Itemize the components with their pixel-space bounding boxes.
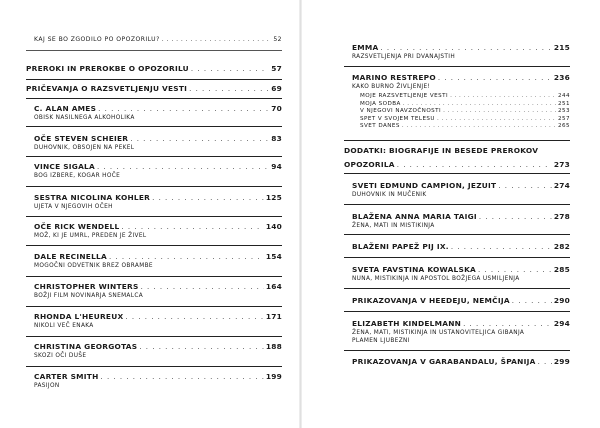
toc-entry-subtitle: DUHOVNIK, OBSOJEN NA PEKEL: [34, 145, 135, 151]
toc-entry-title: BLAŽENI PAPEŽ PIJ IX.: [352, 242, 449, 251]
dot-leader: [130, 135, 269, 143]
toc-entry[interactable]: [34, 162, 282, 179]
dot-leader: [498, 182, 551, 190]
toc-section-title: PRIČEVANJA O RAZSVETLJENJU VESTI: [26, 84, 188, 93]
toc-entry-page: 274: [553, 181, 570, 190]
toc-subentry[interactable]: [360, 101, 570, 107]
toc-entry-title: CARTER SMITH: [34, 372, 99, 381]
toc-entry-intro[interactable]: [34, 36, 282, 43]
toc-entry-subtitle: SKOZI OČI DUŠE: [34, 353, 87, 359]
toc-section-prophets[interactable]: [26, 64, 282, 73]
toc-section-page: 57: [271, 64, 282, 73]
toc-entry-page: 94: [271, 162, 282, 171]
divider: [344, 350, 570, 351]
dot-leader: [451, 243, 552, 251]
dot-leader: [121, 223, 263, 231]
dot-leader: [162, 36, 272, 43]
toc-entry[interactable]: [34, 134, 282, 151]
toc-entry[interactable]: [352, 319, 570, 344]
toc-entry[interactable]: [352, 357, 570, 366]
divider: [26, 245, 282, 246]
toc-entry[interactable]: [352, 43, 570, 60]
divider: [344, 257, 570, 258]
toc-entry-subtitle: KAKO BURNO ŽIVLJENJE!: [352, 84, 431, 90]
toc-entry[interactable]: [34, 342, 282, 359]
divider: [344, 173, 570, 174]
dot-leader: [450, 93, 556, 99]
toc-section-appendix[interactable]: [344, 146, 570, 169]
toc-subentry[interactable]: [360, 108, 570, 114]
toc-entry-page: 140: [265, 222, 282, 231]
divider: [26, 98, 282, 99]
toc-entry-page: 199: [265, 372, 282, 381]
dot-leader: [437, 116, 556, 122]
divider: [26, 216, 282, 217]
toc-entry-subtitle: MOGOČNI ODVETNIK BREZ OBRAMBE: [34, 263, 153, 269]
toc-entry-subtitle: MOŽ, KI JE UMRL, PREDEN JE ŽIVEL: [34, 233, 147, 239]
toc-section-title: DODATKI: BIOGRAFIJE IN BESEDE PREROKOV: [344, 146, 539, 155]
divider: [26, 366, 282, 367]
dot-leader: [97, 163, 269, 171]
toc-entry-title: CHRISTOPHER WINTERS: [34, 282, 139, 291]
toc-subentry-title: MOJA SODBA: [360, 100, 401, 107]
dot-leader: [139, 343, 263, 351]
dot-leader: [191, 65, 269, 73]
toc-entry[interactable]: [352, 181, 570, 198]
dot-leader: [189, 85, 269, 93]
toc-entry-title: BLAŽENA ANNA MARIA TAIGI: [352, 212, 477, 221]
toc-entry-title: ELIZABETH KINDELMANN: [352, 319, 462, 328]
toc-entry-subtitle: ŽENA, MATI, MISTIKINJA IN USTANOVITELJICA GIBANJA: [352, 330, 525, 336]
toc-entry-page: 171: [265, 312, 282, 321]
toc-entry-title: OČE RICK WENDELL: [34, 222, 120, 231]
toc-subentry-page: 251: [557, 100, 570, 107]
toc-entry-subtitle: ŽENA, MATI IN MISTIKINJA: [352, 223, 435, 229]
divider: [26, 156, 282, 157]
toc-entry-title: EMMA: [352, 43, 379, 52]
divider: [26, 126, 282, 127]
divider: [344, 204, 570, 205]
toc-subentry-page: 253: [557, 108, 570, 114]
toc-entry[interactable]: [34, 193, 282, 210]
toc-entry-title: SVETA FAVSTINA KOWALSKA: [352, 265, 477, 274]
toc-subentry[interactable]: [360, 123, 570, 129]
toc-entry-subtitle: PASIJON: [34, 383, 60, 389]
toc-entry-subtitle: RAZSVETLJENJA PRI DVANAJSTIH: [352, 54, 456, 60]
divider: [344, 288, 570, 289]
toc-entry-page: 164: [265, 282, 282, 291]
toc-entry[interactable]: [34, 252, 282, 269]
dot-leader: [101, 373, 264, 381]
toc-section-testimonies[interactable]: [26, 84, 282, 93]
dot-leader: [98, 105, 269, 113]
toc-entry-page: 236: [553, 73, 570, 82]
toc-entry-title: VINCE SIGALA: [34, 162, 95, 171]
toc-subentries: [360, 93, 570, 129]
toc-entry-title: MARINO RESTREPO: [352, 73, 436, 82]
dot-leader: [479, 213, 552, 221]
toc-entry-page: 282: [553, 242, 570, 251]
toc-entry[interactable]: [352, 265, 570, 282]
divider: [344, 311, 570, 312]
toc-entry-page: 285: [553, 265, 570, 274]
toc-entry-title: SVETI EDMUND CAMPION, JEZUIT: [352, 181, 497, 190]
toc-entry[interactable]: [34, 282, 282, 299]
divider: [26, 336, 282, 337]
dot-leader: [512, 297, 552, 305]
toc-section-page: 69: [271, 84, 282, 93]
divider: [26, 276, 282, 277]
toc-section-page: 273: [553, 160, 570, 169]
dot-leader: [109, 253, 264, 261]
toc-entry-title: OČE STEVEN SCHEIER: [34, 134, 129, 143]
dot-leader: [152, 194, 264, 202]
toc-entry-page: 52: [273, 36, 282, 43]
toc-entry-subtitle: DUHOVNIK IN MUČENIK: [352, 192, 427, 198]
divider: [26, 186, 282, 187]
toc-entry-title: RHONDA L'HEUREUX: [34, 312, 124, 321]
dot-leader: [397, 161, 552, 169]
toc-section-title-cont: OPOZORILA: [344, 160, 395, 169]
dot-leader: [125, 313, 263, 321]
toc-entry[interactable]: [34, 104, 282, 121]
toc-subentry-page: 244: [557, 93, 570, 99]
dot-leader: [402, 123, 556, 129]
toc-entry-subtitle-cont: PLAMEN LJUBEZNI: [352, 338, 410, 344]
dot-leader: [478, 266, 552, 274]
toc-entry-title: CHRISTINA GEORGOTAS: [34, 342, 138, 351]
toc-entry-title: DALE RECINELLA: [34, 252, 107, 261]
toc-subentry-title: V NJEGOVI NAVZOČNOSTI: [360, 108, 442, 114]
toc-entry-page: 70: [271, 104, 282, 113]
toc-subentry-title: SPET V SVOJEM TELESU: [360, 115, 435, 122]
toc-entry-subtitle: OBISK NASILNEGA ALKOHOLIKA: [34, 115, 135, 121]
toc-entry-title: PRIKAZOVANJA V HEEDEJU, NEMČIJA: [352, 296, 510, 305]
toc-entry-subtitle: NIKOLI VEČ ENAKA: [34, 323, 94, 329]
toc-entry[interactable]: [34, 312, 282, 329]
toc-entry-subtitle: NUNA, MISTIKINJA IN APOSTOL BOŽJEGA USMILJENJA: [352, 276, 520, 282]
divider: [26, 50, 282, 51]
toc-entry-page: 83: [271, 134, 282, 143]
toc-subentry-title: SVET DANES: [360, 123, 400, 129]
dot-leader: [380, 44, 551, 52]
toc-entry[interactable]: [352, 212, 570, 229]
toc-entry-page: 215: [553, 43, 570, 52]
toc-entry-page: 154: [265, 252, 282, 261]
toc-entry-page: 299: [553, 357, 570, 366]
toc-entry-page: 294: [553, 319, 570, 328]
dot-leader: [443, 108, 556, 114]
toc-entry-title: C. ALAN AMES: [34, 104, 97, 113]
divider: [26, 306, 282, 307]
toc-subentry[interactable]: [360, 116, 570, 122]
book-gutter: [299, 0, 302, 428]
toc-subentry-page: 265: [557, 123, 570, 129]
divider: [344, 140, 570, 141]
toc-entry[interactable]: [34, 372, 282, 389]
dot-leader: [538, 358, 552, 366]
toc-entry-page: 188: [265, 342, 282, 351]
toc-entry-subtitle: BOŽJI FILM NOVINARJA SNEMALCA: [34, 293, 144, 299]
toc-entry-title: PRIKAZOVANJA V GARABANDALU, ŠPANIJA: [352, 357, 536, 366]
toc-entry-page: 125: [265, 193, 282, 202]
toc-section-title: PREROKI IN PREROKBE O OPOZORILU: [26, 64, 189, 73]
divider: [344, 234, 570, 235]
toc-entry-title: KAJ SE BO ZGODILO PO OPOZORILU?: [34, 36, 160, 43]
divider: [344, 66, 570, 67]
dot-leader: [463, 320, 552, 328]
toc-subentry-page: 257: [557, 115, 570, 122]
toc-entry[interactable]: [34, 222, 282, 239]
toc-entry[interactable]: [352, 73, 570, 131]
dot-leader: [403, 101, 556, 107]
toc-subentry-title: MOJE RAZSVETLJENJE VESTI: [360, 93, 449, 99]
toc-entry[interactable]: [352, 296, 570, 305]
toc-entry-subtitle: UJETA V NJEGOVIH OČEH: [34, 204, 113, 210]
divider: [26, 79, 282, 80]
toc-entry[interactable]: [352, 242, 570, 251]
toc-entry-page: 290: [553, 296, 570, 305]
toc-entry-page: 278: [553, 212, 570, 221]
dot-leader: [438, 74, 552, 82]
toc-entry-title: SESTRA NICOLINA KOHLER: [34, 193, 151, 202]
toc-entry-subtitle: BOG IZBERE, KOGAR HOČE: [34, 173, 121, 179]
toc-subentry[interactable]: [360, 93, 570, 99]
dot-leader: [141, 283, 264, 291]
